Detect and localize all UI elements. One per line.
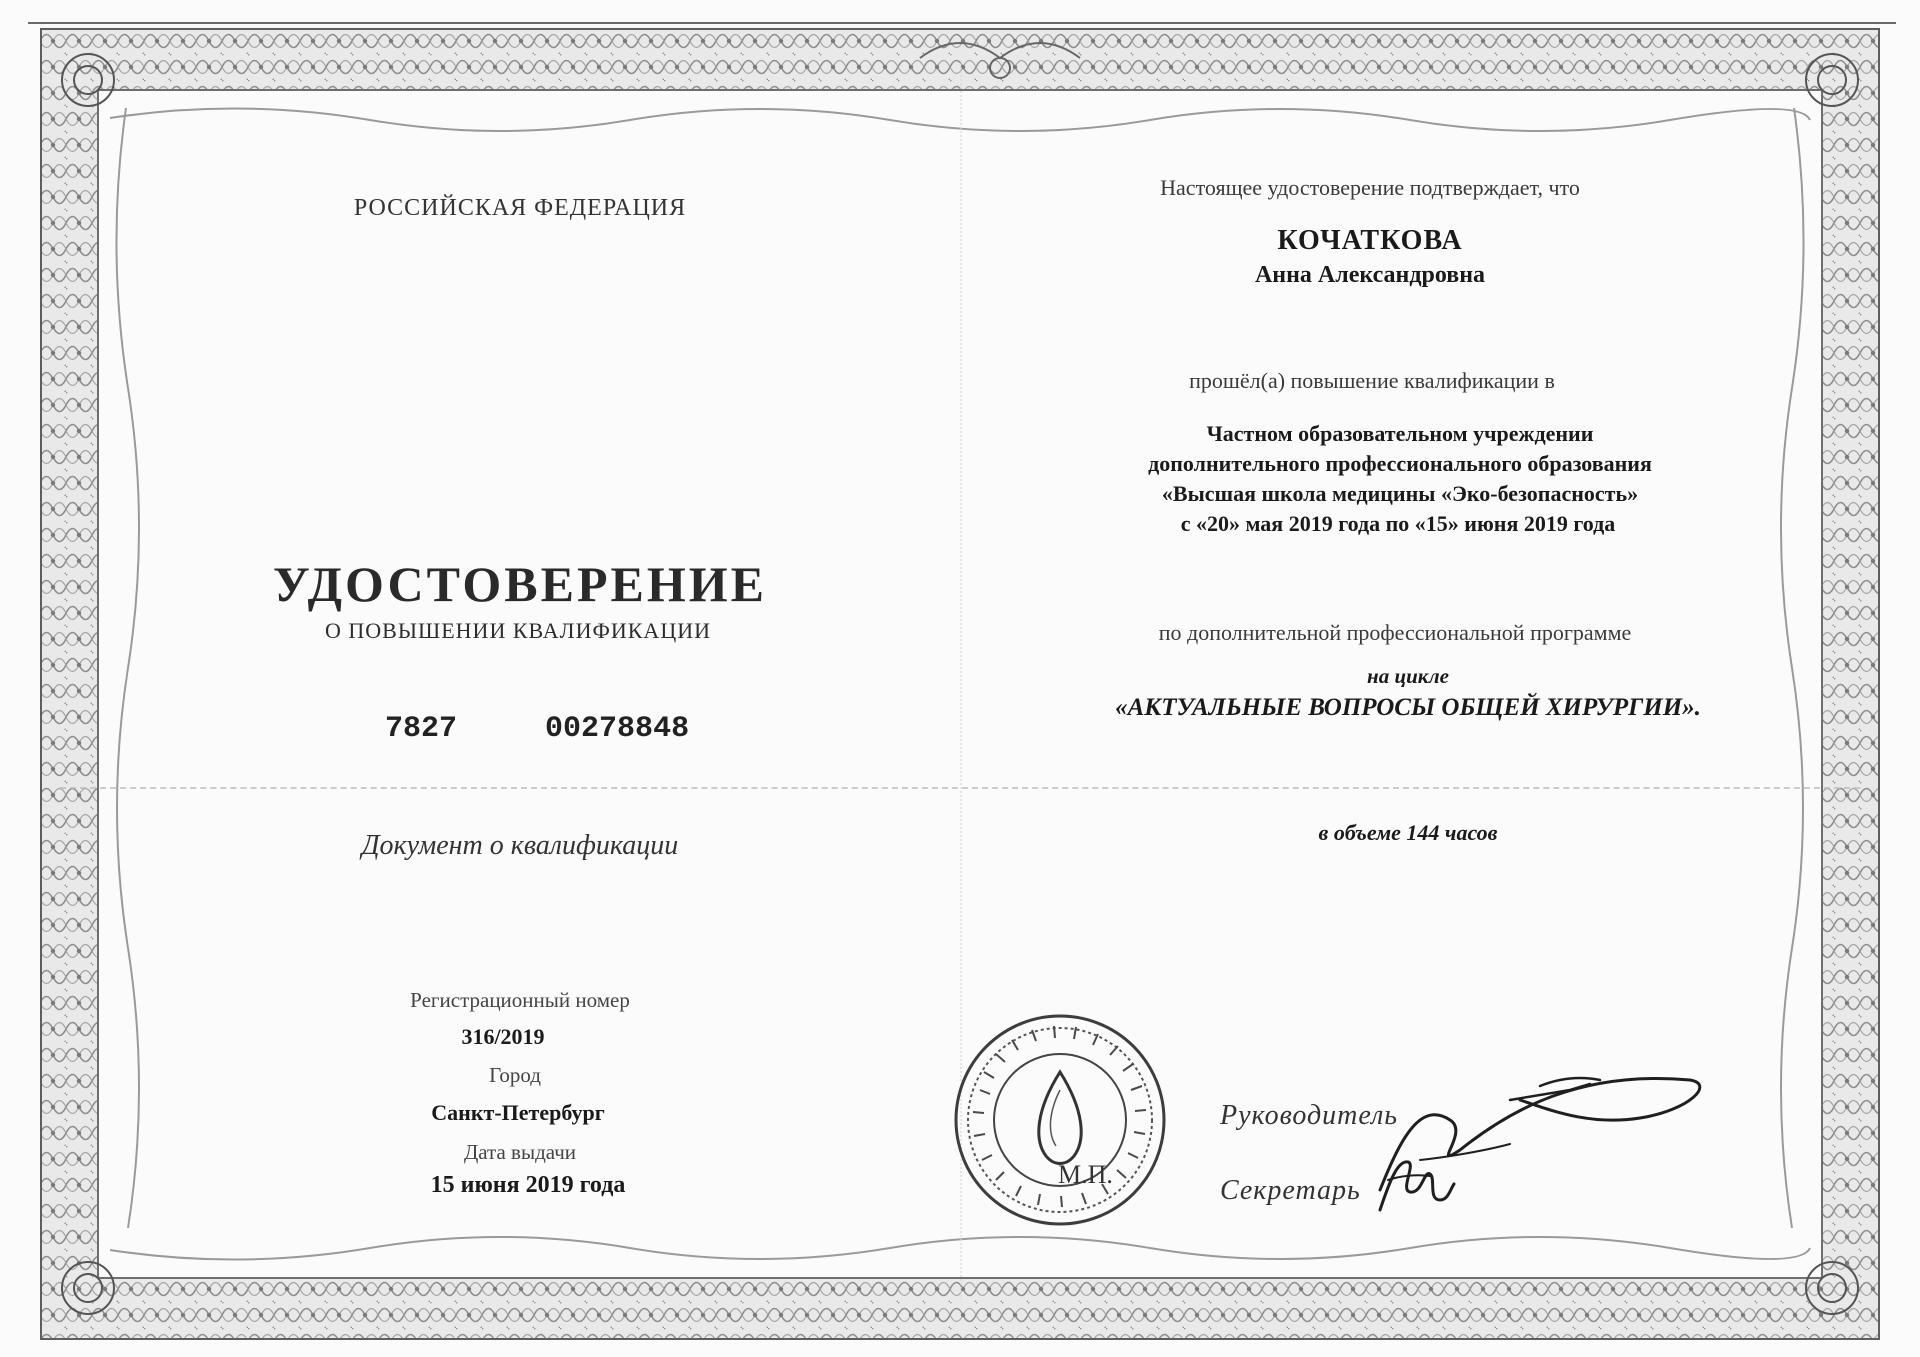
study-period: с «20» мая 2019 года по «15» июня 2019 года xyxy=(1180,511,1616,536)
registration-number: 316/2019 xyxy=(461,1024,545,1049)
horizontal-fold xyxy=(60,787,1860,789)
serial-series: 7827 xyxy=(385,712,458,746)
serial-number xyxy=(385,712,689,746)
document-kind: Документ о квалификации xyxy=(361,830,679,861)
issue-date: 15 июня 2019 года xyxy=(430,1172,626,1198)
document-subtitle: О ПОВЫШЕНИИ КВАЛИФИКАЦИИ xyxy=(325,618,711,643)
institution-line-2: дополнительного профессионального образования xyxy=(1148,451,1652,476)
secretary-signature xyxy=(1370,1140,1460,1220)
seal-place-mark: М.П. xyxy=(1058,1160,1113,1189)
holder-given-names: Анна Александровна xyxy=(1254,262,1486,288)
secretary-signature-label: Секретарь xyxy=(1220,1175,1361,1206)
completion-text: прошёл(а) повышение квалификации в xyxy=(1189,368,1555,393)
issue-date-label: Дата выдачи xyxy=(463,1140,577,1164)
program-name: «АКТУАЛЬНЫЕ ВОПРОСЫ ОБЩЕЙ ХИРУРГИИ». xyxy=(1115,694,1701,721)
cycle-label: на цикле xyxy=(1367,664,1449,688)
serial-digits: 00278848 xyxy=(545,712,690,746)
registration-label: Регистрационный номер xyxy=(410,988,630,1012)
document-title: УДОСТОВЕРЕНИЕ xyxy=(273,556,767,612)
program-intro: по дополнительной профессиональной программе xyxy=(1158,620,1632,645)
institution-line-3: «Высшая школа медицины «Эко-безопасность» xyxy=(1161,481,1639,506)
organization-seal xyxy=(950,1010,1170,1230)
country-name: РОССИЙСКАЯ ФЕДЕРАЦИЯ xyxy=(353,195,687,221)
institution-line-1: Частном образовательном учреждении xyxy=(1206,421,1594,446)
program-volume: в объеме 144 часов xyxy=(1318,820,1498,845)
head-signature-label: Руководитель xyxy=(1220,1100,1399,1131)
confirmation-intro: Настоящее удостоверение подтверждает, что xyxy=(1160,175,1580,200)
city-label: Город xyxy=(489,1063,541,1087)
city-name: Санкт-Петербург xyxy=(431,1100,605,1125)
holder-surname: КОЧАТКОВА xyxy=(1277,225,1463,256)
scan-edge-line xyxy=(28,22,1896,24)
